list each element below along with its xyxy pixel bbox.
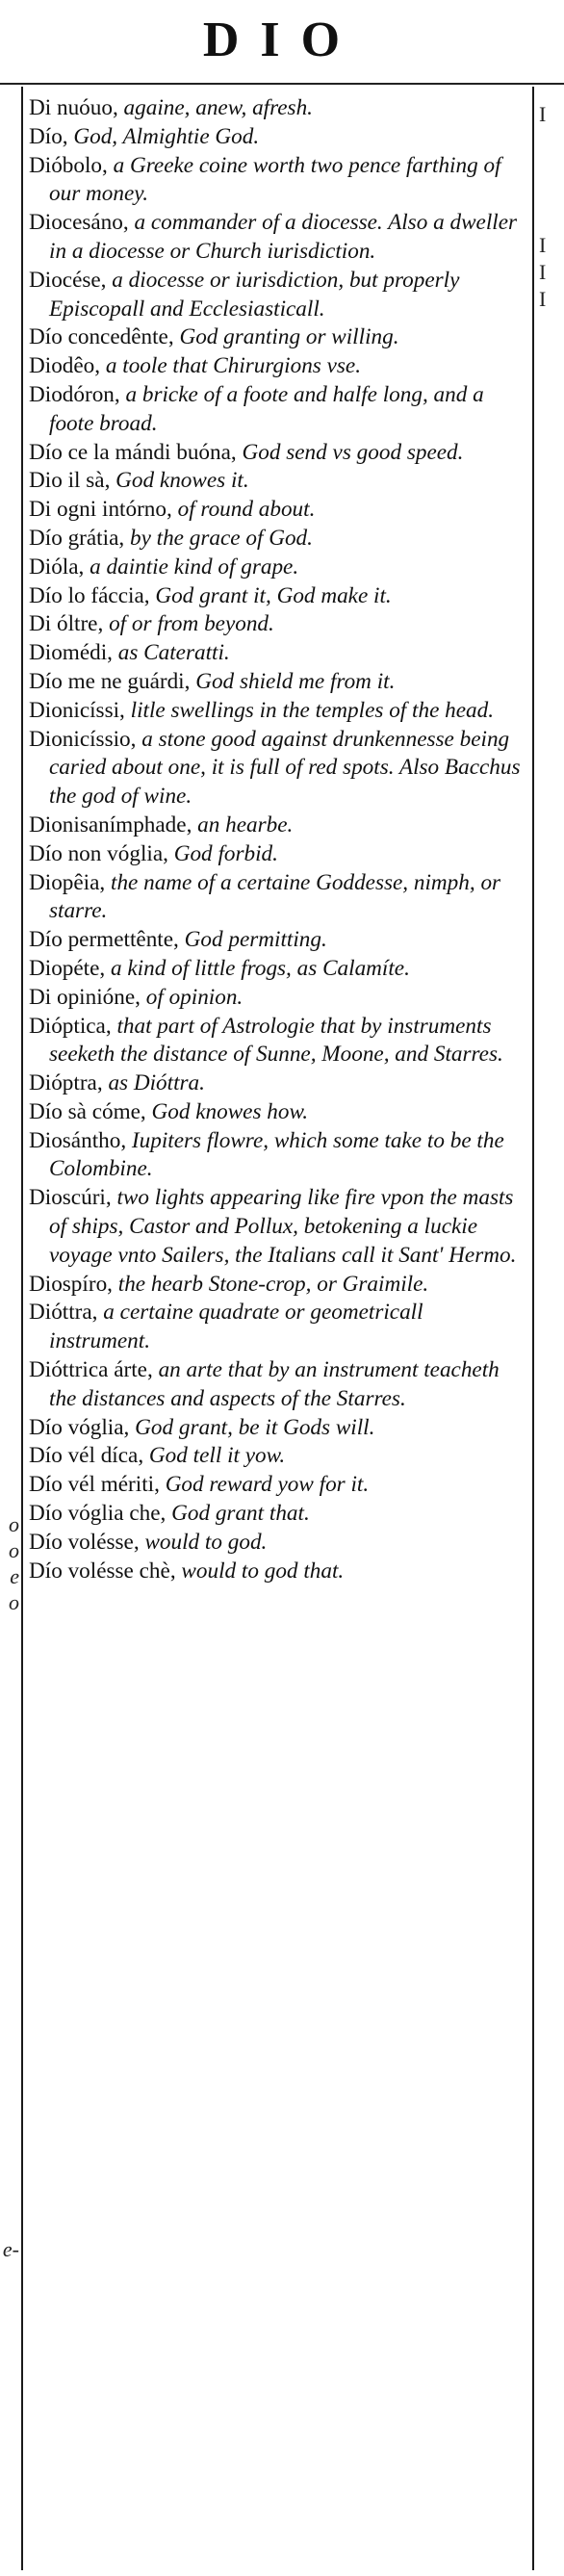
dictionary-entry bbox=[29, 697, 525, 726]
dictionary-entry bbox=[29, 496, 525, 525]
dictionary-entry bbox=[29, 639, 525, 668]
entry-headword: Dío vóglia che, bbox=[29, 1501, 172, 1527]
entry-headword: Dío voléssе, bbox=[29, 1529, 145, 1555]
entry-headword: Dío concedênte, bbox=[29, 324, 180, 350]
entry-gloss: God grant, be it Gods will. bbox=[135, 1414, 375, 1440]
entry-headword: Dióptra, bbox=[29, 1070, 109, 1096]
dictionary-entry bbox=[29, 1271, 525, 1300]
dictionary-entry bbox=[29, 726, 525, 811]
margin-fragment: I bbox=[539, 260, 547, 284]
entry-headword: Di nuóuo, bbox=[29, 95, 124, 120]
dictionary-entry bbox=[29, 267, 525, 324]
entry-gloss: a certaine quadrate or geometricall instrument. bbox=[49, 1300, 423, 1354]
right-column-rule bbox=[532, 87, 534, 2570]
dictionary-entry bbox=[29, 955, 525, 984]
margin-fragment: I bbox=[539, 287, 547, 311]
entry-headword: Dío grátia, bbox=[29, 525, 130, 551]
dictionary-entry bbox=[29, 1442, 525, 1471]
dictionary-entry bbox=[29, 1558, 525, 1586]
entry-gloss: an arte that by an instrument teacheth the distances and aspects of the Starres. bbox=[49, 1357, 500, 1411]
dictionary-entry bbox=[29, 323, 525, 352]
entry-gloss: an hearbe. bbox=[197, 811, 294, 837]
entry-gloss: againe, anew, afresh. bbox=[123, 95, 313, 120]
entry-gloss: that part of Astrologie that by instruments seeketh the distance of Sunne, Moone, and Starres. bbox=[49, 1013, 503, 1068]
entry-gloss: God permitting. bbox=[184, 927, 327, 953]
dictionary-entry bbox=[29, 1529, 525, 1558]
dictionary-entry bbox=[29, 467, 525, 496]
dictionary-entry bbox=[29, 1013, 525, 1070]
entry-gloss: a stone good against drunkennesse being caried about one, it is full of red spots. Also Bacchus the god of wine. bbox=[49, 726, 521, 810]
entry-headword: Dío vél mériti, bbox=[29, 1472, 166, 1498]
entry-gloss: two lights appearing like fire vpon the masts of ships, Castor and Pollux, betokening a luckie voyage vnto Sailers, the Italians call it Sant' Hermo. bbox=[49, 1185, 517, 1268]
margin-fragment: e bbox=[10, 1564, 19, 1588]
dictionary-entry bbox=[29, 1471, 525, 1500]
entry-headword: Diodêo, bbox=[29, 353, 106, 379]
entry-headword: Dio il sà, bbox=[29, 468, 116, 494]
left-column-rule bbox=[21, 87, 23, 2570]
entry-gloss: God grant it, God make it. bbox=[155, 582, 392, 608]
entry-gloss: God forbid. bbox=[173, 840, 278, 866]
header-rule bbox=[0, 83, 564, 85]
dictionary-entry bbox=[29, 94, 525, 123]
entry-gloss: as Dióttra. bbox=[108, 1070, 205, 1096]
entry-gloss: God shield me from it. bbox=[195, 668, 396, 694]
dictionary-entry bbox=[29, 152, 525, 210]
dictionary-entry bbox=[29, 525, 525, 554]
entry-headword: Dionicíssi, bbox=[29, 697, 131, 723]
entry-gloss: God send vs good speed. bbox=[242, 439, 464, 465]
entry-gloss: God reward yow for it. bbox=[165, 1472, 370, 1498]
entry-headword: Diomédi, bbox=[29, 640, 118, 666]
entry-gloss: God knowes it. bbox=[115, 468, 249, 494]
dictionary-entry bbox=[29, 1356, 525, 1414]
entry-headword: Dionisanímphade, bbox=[29, 811, 198, 837]
entry-gloss: would to god that. bbox=[181, 1558, 345, 1584]
entry-gloss: God granting or willing. bbox=[179, 324, 399, 350]
entry-headword: Dío me ne guárdi, bbox=[29, 668, 196, 694]
dictionary-entry bbox=[29, 123, 525, 152]
right-column-fragment bbox=[535, 85, 564, 2574]
entry-headword: Dío, bbox=[29, 123, 74, 149]
entry-gloss: would to god. bbox=[144, 1529, 268, 1555]
entry-gloss: of or from beyond. bbox=[109, 611, 274, 637]
entry-headword: Dioscúri, bbox=[29, 1185, 117, 1211]
entry-gloss: God tell it yow. bbox=[148, 1443, 286, 1469]
entry-headword: Dióptica, bbox=[29, 1013, 117, 1039]
dictionary-entry bbox=[29, 1299, 525, 1356]
entry-gloss: a daintie kind of grape. bbox=[90, 554, 299, 580]
entry-gloss: a toole that Chirurgions vse. bbox=[105, 353, 362, 379]
margin-fragment: o bbox=[9, 1590, 19, 1614]
dictionary-entry bbox=[29, 554, 525, 582]
entry-gloss: of round about. bbox=[177, 497, 316, 523]
entry-gloss: the hearb Stone-crop, or Graimile. bbox=[117, 1271, 429, 1297]
entry-headword: Dío vóglia, bbox=[29, 1414, 136, 1440]
entry-headword: Diopéte, bbox=[29, 955, 111, 981]
entry-headword: Diocesáno, bbox=[29, 210, 135, 236]
dictionary-entry bbox=[29, 381, 525, 439]
dictionary-entry bbox=[29, 668, 525, 697]
dictionary-entry bbox=[29, 1500, 525, 1529]
entry-gloss: a bricke of a foote and halfe long, and a foote broad. bbox=[49, 381, 484, 436]
dictionary-entry bbox=[29, 582, 525, 611]
entry-headword: Dióla, bbox=[29, 554, 90, 580]
dictionary-entry bbox=[29, 1414, 525, 1443]
dictionary-entry bbox=[29, 869, 525, 927]
margin-fragment: e- bbox=[2, 2237, 19, 2261]
entry-gloss: the name of a certaine Goddesse, nimph, or starre. bbox=[49, 869, 501, 924]
left-column-fragment bbox=[0, 85, 21, 2574]
margin-fragment: o bbox=[9, 1538, 19, 1562]
dictionary-entry bbox=[29, 1127, 525, 1185]
entry-headword: Dionicíssio, bbox=[29, 726, 142, 752]
margin-fragment: I bbox=[539, 102, 547, 126]
entry-headword: Di óltre, bbox=[29, 611, 110, 637]
entry-gloss: by the grace of God. bbox=[129, 525, 313, 551]
entry-headword: Dío vél díca, bbox=[29, 1443, 149, 1469]
entry-headword: Dióbolo, bbox=[29, 152, 114, 178]
entry-headword: Diopêia, bbox=[29, 869, 111, 895]
entry-headword: Di ogni intórno, bbox=[29, 497, 178, 523]
page-header bbox=[0, 0, 564, 81]
dictionary-entry bbox=[29, 1098, 525, 1127]
entry-gloss: of opinion. bbox=[145, 984, 244, 1010]
dictionary-entry bbox=[29, 352, 525, 381]
dictionary-entry bbox=[29, 1184, 525, 1270]
margin-fragment: I bbox=[539, 233, 547, 257]
entry-gloss: a diocesse or iurisdiction, but properly Episcopall and Ecclesiasticall. bbox=[49, 267, 460, 322]
entries-column bbox=[29, 94, 525, 2568]
entry-headword: Dío ce la mándi buóna, bbox=[29, 439, 243, 465]
entry-headword: Diospíro, bbox=[29, 1271, 118, 1297]
entry-gloss: Iupiters flowre, which some take to be the Colombine. bbox=[49, 1127, 504, 1182]
entry-gloss: as Cateratti. bbox=[117, 640, 230, 666]
entry-headword: Dío non vóglia, bbox=[29, 840, 174, 866]
entry-gloss: God knowes how. bbox=[151, 1098, 309, 1124]
entry-headword: Dióttrica árte, bbox=[29, 1357, 159, 1383]
entry-headword: Dío voléssе chè, bbox=[29, 1558, 182, 1584]
dictionary-entry bbox=[29, 209, 525, 267]
entry-headword: Di opinióne, bbox=[29, 984, 146, 1010]
entry-gloss: a Greeke coine worth two pence farthing of our money. bbox=[49, 152, 501, 207]
entry-headword: Diodóron, bbox=[29, 381, 126, 407]
entry-headword: Diocése, bbox=[29, 267, 113, 293]
entry-headword: Dío lo fáccia, bbox=[29, 582, 156, 608]
margin-fragment: o bbox=[9, 1512, 19, 1536]
entry-gloss: a kind of little frogs, as Calamíte. bbox=[111, 955, 410, 981]
entry-gloss: God, Almightie God. bbox=[73, 123, 260, 149]
dictionary-entry bbox=[29, 1069, 525, 1098]
entry-headword: Diosántho, bbox=[29, 1127, 132, 1153]
dictionary-entry bbox=[29, 610, 525, 639]
dictionary-entry bbox=[29, 984, 525, 1013]
entry-gloss: a commander of a diocesse. Also a dweller in a diocesse or Church iurisdiction. bbox=[49, 210, 518, 264]
running-head: DIO bbox=[202, 13, 362, 67]
dictionary-entry bbox=[29, 811, 525, 840]
dictionary-entry bbox=[29, 840, 525, 869]
entry-gloss: God grant that. bbox=[171, 1501, 310, 1527]
entry-headword: Dióttra, bbox=[29, 1300, 104, 1326]
entry-headword: Dío sà cóme, bbox=[29, 1098, 152, 1124]
entry-gloss: litle swellings in the temples of the head. bbox=[130, 697, 495, 723]
entry-headword: Dío permettênte, bbox=[29, 927, 185, 953]
dictionary-entry bbox=[29, 439, 525, 468]
dictionary-entry bbox=[29, 926, 525, 955]
